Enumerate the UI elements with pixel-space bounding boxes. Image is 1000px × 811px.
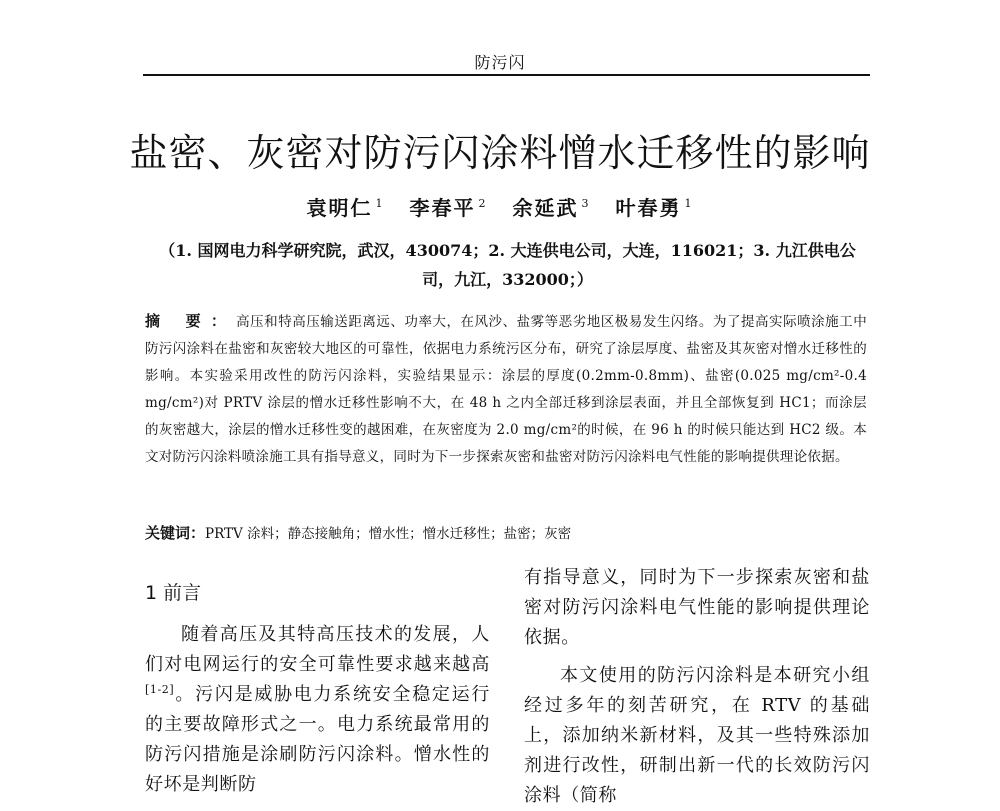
author-affiliation-mark: 1 (684, 197, 694, 211)
body-column-right (524, 563, 870, 811)
keywords-label: 关键词： (145, 524, 206, 542)
author-name: 叶春勇 (615, 196, 682, 220)
author-list (0, 192, 1000, 221)
author (307, 196, 385, 220)
body-paragraph (145, 620, 490, 800)
author (512, 196, 590, 220)
abstract-label: 摘 要： (145, 312, 237, 330)
running-header: 防污闪 (474, 53, 526, 72)
author-name: 李春平 (409, 196, 476, 220)
paragraph-text: 随着高压及其特高压技术的发展，人们对电网运行的安全可靠性要求越来越高 (145, 624, 490, 675)
keywords (145, 522, 867, 543)
keywords-text: PRTV 涂料；静态接触角；憎水性；憎水迁移性；盐密；灰密 (205, 526, 572, 542)
citation-mark: [1-2] (145, 683, 175, 696)
author (410, 196, 488, 220)
author-name: 袁明仁 (306, 196, 373, 220)
paper-title: 盐密、灰密对防污闪涂料憎水迁移性的影响 (129, 131, 871, 175)
author-affiliation-mark: 2 (478, 197, 488, 211)
section-heading: 1 前言 (145, 582, 202, 604)
header-rule (143, 74, 870, 76)
author-name: 余延武 (512, 196, 579, 220)
paragraph-text: 。污闪是威胁电力系统安全稳定运行的主要故障形式之一。电力系统最常用的防污闪措施是涂刷防污闪涂料。憎水性的好坏是判断防 (145, 684, 490, 795)
author-affiliation-mark: 3 (581, 197, 591, 211)
abstract-text: 高压和特高压输送距离远、功率大，在风沙、盐雾等恶劣地区极易发生闪络。为了提高实际喷涂施工中防污闪涂料在盐密和灰密较大地区的可靠性，依据电力系统污区分布，研究了涂层厚度、盐密及其灰密对憎水迁移性的影响。本实验采用改性的防污闪涂料，实验结果显示：涂层的厚度(0.2mm-0.8mm)、盐密(0.025 mg/cm²-0.4 mg/cm²)对 PRTV 涂层的憎水迁移性影响不大，在 48 h 之内全部迁移到涂层表面，并且全部恢复到 HC1；而涂层的灰密越大，涂层的憎水迁移性变的越困难，在灰密度为 2.0 mg/cm²的时候，在 96 h 的时候只能达到 HC2 级。本文对防污闪涂料喷涂施工具有指导意义，同时为下一步探索灰密和盐密对防污闪涂料电气性能的影响提供理论依据。 (145, 314, 867, 465)
author-affiliation-mark: 1 (375, 197, 385, 211)
abstract (145, 308, 867, 471)
body-paragraph: 有指导意义，同时为下一步探索灰密和盐密对防污闪涂料电气性能的影响提供理论依据。 (524, 567, 870, 648)
author (615, 196, 693, 220)
body-column-left (145, 620, 490, 800)
body-paragraph: 本文使用的防污闪涂料是本研究小组经过多年的刻苦研究，在 RTV 的基础上，添加纳米新材料，及其一些特殊添加剂进行改性，研制出新一代的长效防污闪涂料（简称 (524, 665, 870, 806)
affiliations: （1. 国网电力科学研究院，武汉，430074；2. 大连供电公司，大连，116021；3. 九江供电公司，九江，332000；） (159, 241, 856, 289)
